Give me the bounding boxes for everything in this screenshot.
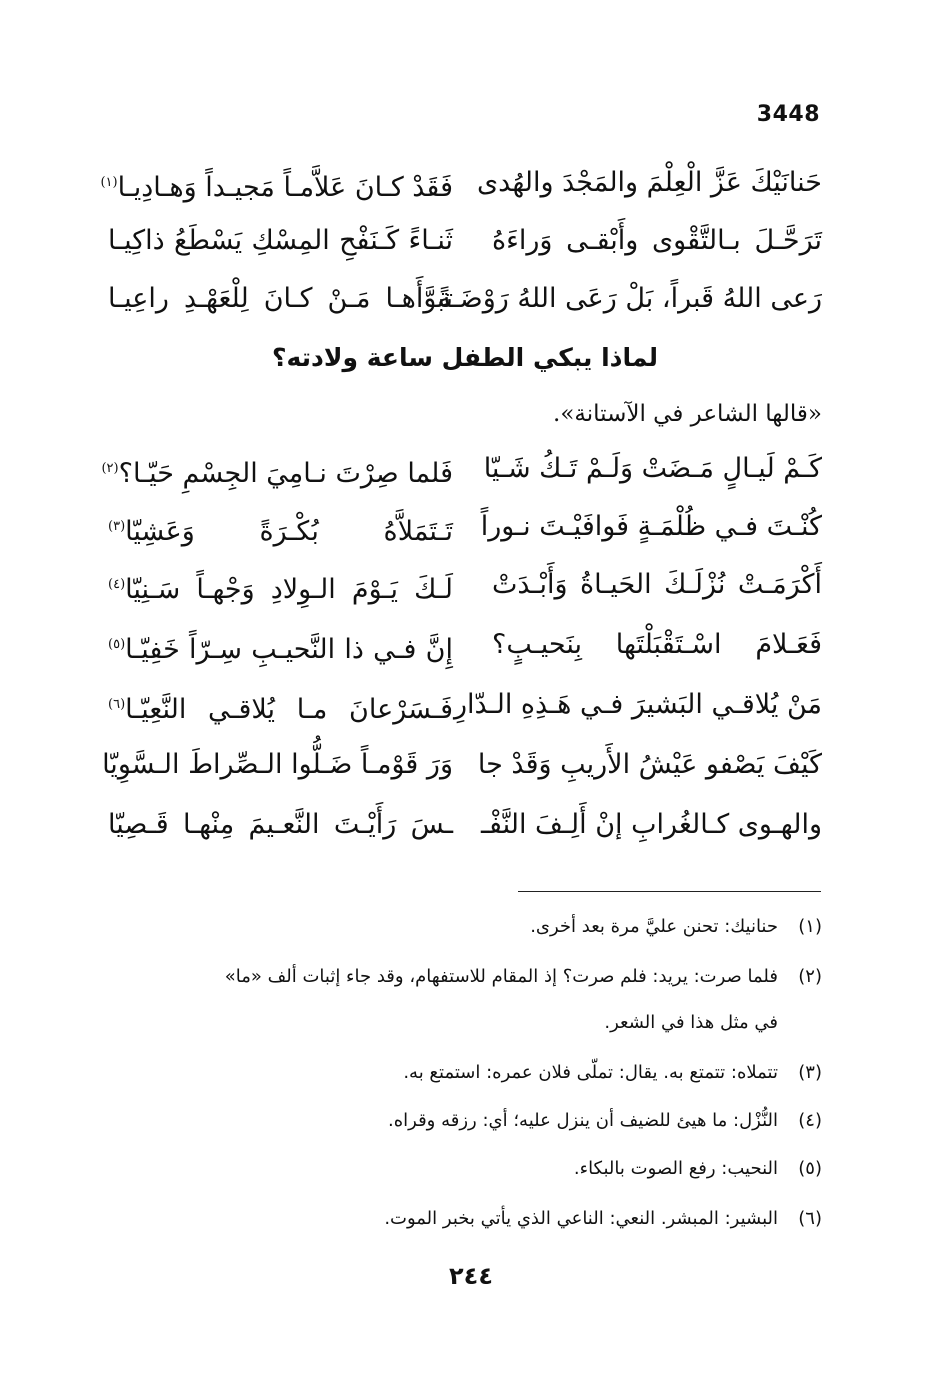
- verse-first-hemistich: مَنْ يُلاقـي البَشيرَ فـي هَـذِهِ الـدّارِ: [453, 689, 822, 720]
- footnote-number: (٢): [798, 966, 822, 987]
- footnote-reference: (٢): [101, 461, 119, 476]
- footnote-text: حنانيك: تحنن عليَّ مرة بعد أخرى.: [530, 916, 778, 937]
- verse-row: [108, 271, 822, 327]
- verse-text: فَلما صِرْتَ نـامِيَ الجِسْمِ حَيّـا؟: [118, 458, 453, 489]
- footnote-continuation: في مثل هذا في الشعر.: [604, 1012, 778, 1033]
- page-number-top: 3448: [756, 102, 820, 127]
- verse-first-hemistich: تَرَحَّـلَ بـالتَّقْوى وأَبْقـى وَراءَهُ: [492, 225, 822, 256]
- verse-second-hemistich: تبوَّأَهـا مَـنْ كـانَ لِلْعَهْـدِ راعِيـا: [108, 283, 453, 314]
- footnote-number: (١): [798, 916, 822, 937]
- footnote: [122, 1098, 822, 1144]
- verse-text: تَـتَمَلاَّهُ بُكْـرَةً وَعَشِيّا: [125, 516, 453, 547]
- verse-second-hemistich: ـسَ رَأَيْـتَ النَّعـيمَ مِنْهـا قَـصِيّا: [108, 809, 453, 840]
- footnote: [122, 904, 822, 950]
- verse-second-hemistich: [108, 557, 453, 613]
- poem-note: «قالها الشاعر في الآستانة».: [553, 401, 822, 427]
- verse-row: [101, 441, 822, 497]
- verse-text: لَـكَ يَـوْمَ الـوِلادِ وَجْهـاً سَـنِيّا: [125, 574, 453, 605]
- footnote-reference: (٦): [108, 697, 126, 712]
- footnote-text: تتملاه: تتمتع به. يقال: تملّى فلان عمره: استمتع به.: [403, 1062, 778, 1083]
- verse-row: [100, 155, 822, 211]
- verse-text: فَـسَرْعانَ مـا يُلاقـي النَّعِيّـا: [125, 694, 453, 725]
- page-number-bottom: ٢٤٤: [449, 1262, 493, 1290]
- verse-second-hemistich: وَرَ قَوْمـاً ضَـلُّوا الـصِّراطَ الـسَّوِيّا: [102, 749, 453, 780]
- verse-row: [108, 557, 822, 613]
- footnote: [122, 1196, 822, 1242]
- verse-first-hemistich: والهـوى كـالغُرابِ إنْ أَلِـفَ النَّفْـ: [481, 809, 822, 840]
- footnote-number: (٣): [798, 1062, 822, 1083]
- footnote-number: (٥): [798, 1158, 822, 1179]
- verse-second-hemistich: [108, 617, 453, 673]
- footnote: [122, 954, 822, 1046]
- verse-row: [108, 499, 822, 555]
- footnote: [122, 1146, 822, 1192]
- verse-first-hemistich: فَعَـلامَ اسْـتَقْبَلْتَها بِنَحيـبٍ؟: [492, 629, 822, 660]
- verse-second-hemistich: ثَنـاءً كَـنَفْحِ المِسْكِ يَسْطَعُ ذاكِيـا: [108, 225, 453, 256]
- footnote-divider: [518, 891, 821, 892]
- verse-second-hemistich: [108, 677, 453, 733]
- verse-first-hemistich: أَكْرَمَـتْ نُزْلَـكَ الحَيـاةُ وَأَبْـدَتْ: [492, 569, 822, 600]
- verse-row: [108, 617, 822, 673]
- verse-row: [108, 677, 822, 733]
- footnote-text: فلما صرت: يريد: فلم صرت؟ إذ المقام للاستفهام، وقد جاء إثبات ألف «ما»: [224, 966, 778, 987]
- verse-first-hemistich: رَعى اللهُ قَبراً، بَلْ رَعَى اللهُ رَوْضَـةً: [437, 283, 822, 314]
- footnote-text: البشير: المبشر. النعي: الناعي الذي يأتي بخبر الموت.: [384, 1208, 778, 1229]
- verse-first-hemistich: كَيْفَ يَصْفو عَيْشُ الأَريبِ وَقَدْ جا: [477, 749, 822, 780]
- verse-second-hemistich: [108, 499, 453, 555]
- verse-second-hemistich: [101, 441, 453, 497]
- verse-row: [108, 797, 822, 853]
- verse-text: فَقَدْ كـانَ عَلاَّمـاً مَجيـداً وَهـادِيـا: [117, 172, 453, 203]
- footnote-number: (٦): [798, 1208, 822, 1229]
- verse-text: إِنَّ فـي ذا النَّحيـبِ سِـرّاً خَفِيّـا: [125, 634, 453, 665]
- verse-first-hemistich: كُنْـتَ فـي ظُلْمَـةٍ فَوافَيْـتَ نـوراً: [480, 511, 822, 542]
- verse-row: [102, 737, 822, 793]
- verse-second-hemistich: [100, 155, 453, 211]
- poem-title: لماذا يبكي الطفل ساعة ولادته؟: [271, 343, 659, 372]
- verse-row: [108, 213, 822, 269]
- footnote-reference: (٣): [108, 519, 126, 534]
- footnote-number: (٤): [798, 1110, 822, 1131]
- footnote-reference: (٤): [108, 577, 126, 592]
- verse-first-hemistich: كَـمْ لَيـالٍ مَـضَتْ وَلَـمْ تَـكُ شَـيّا: [483, 453, 822, 484]
- footnote-reference: (١): [100, 175, 118, 190]
- footnote-text: النحيب: رفع الصوت بالبكاء.: [573, 1158, 778, 1179]
- footnote: [122, 1050, 822, 1096]
- verse-first-hemistich: حَنانَيْكَ عَزَّ الْعِلْمَ والمَجْدَ والهُدى: [477, 167, 822, 198]
- footnote-text: النُّزْل: ما هيئ للضيف أن ينزل عليه؛ أي: رزقه وقراه.: [387, 1110, 778, 1131]
- footnote-reference: (٥): [108, 637, 126, 652]
